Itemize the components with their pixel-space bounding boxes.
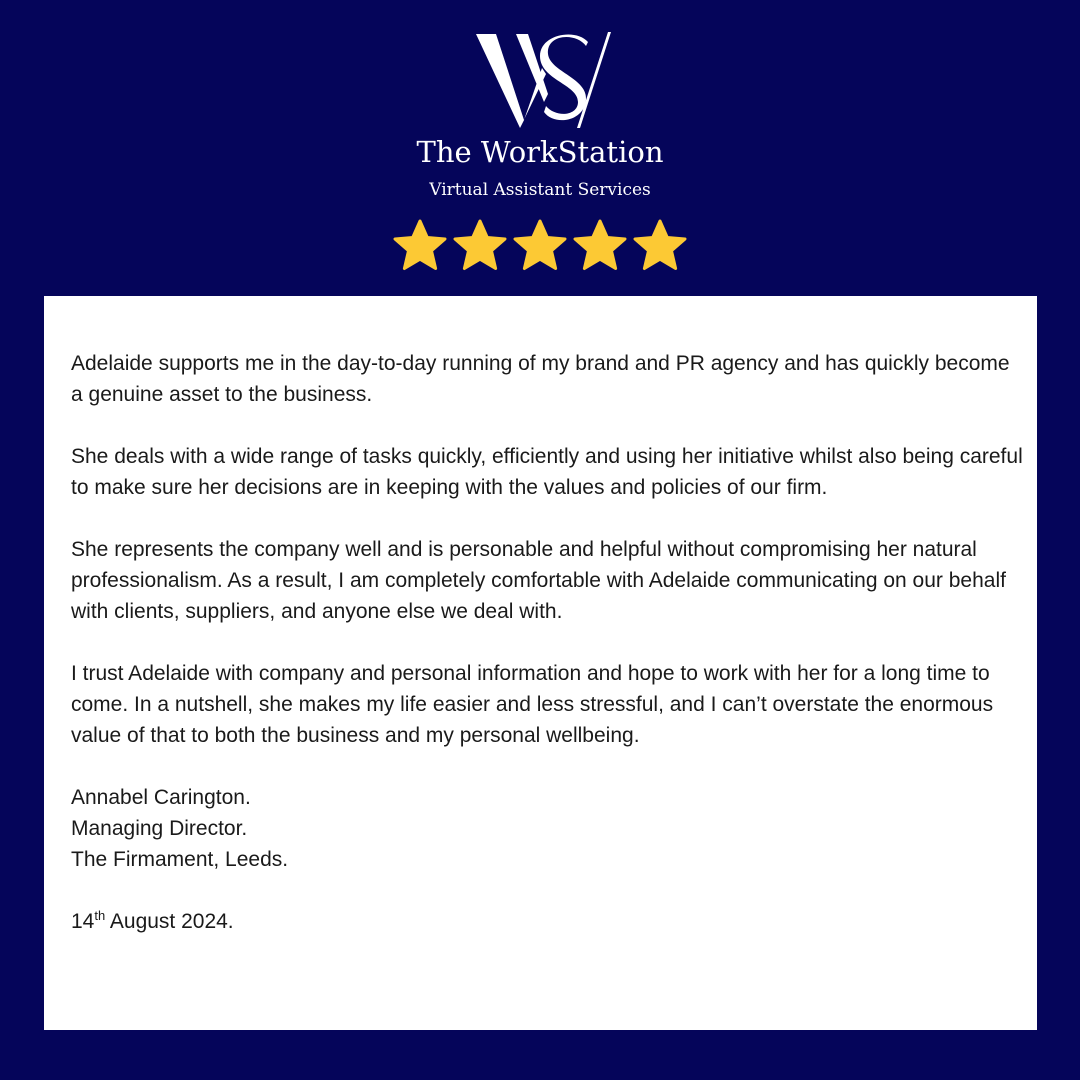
signature-block [71,782,1026,875]
signature-title: Managing Director. [71,817,248,840]
testimonial-date [71,906,1026,937]
ws-logo-icon [468,28,614,132]
date-suffix: th [94,908,106,923]
testimonial-paragraph: Adelaide supports me in the day-to-day running of my brand and PR agency and has quickly become a genuine asset to the business. [71,352,1010,406]
testimonial-card [44,296,1037,1030]
signature-company: The Firmament, Leeds. [71,848,289,871]
rating-stars [392,218,688,274]
testimonial-paragraph: She deals with a wide range of tasks quickly, efficiently and using her initiative whilst also being careful to make sure her decisions are in keeping with the values and policies of our firm. [71,445,1023,499]
date-day: 14 [71,910,95,933]
star-icon [452,218,508,274]
star-icon [512,218,568,274]
star-icon [392,218,448,274]
date-rest: August 2024. [105,910,234,933]
testimonial-text [71,348,1026,968]
star-icon [572,218,628,274]
testimonial-paragraph: She represents the company well and is personable and helpful without compromising her natural professionalism. As a result, I am completely comfortable with Adelaide communicating on our behalf with clients, suppliers, and anyone else we deal with. [71,538,1006,623]
brand-tagline: Virtual Assistant Services [429,180,651,200]
signature-name: Annabel Carington. [71,786,251,809]
star-icon [632,218,688,274]
testimonial-paragraph: I trust Adelaide with company and personal information and hope to work with her for a long time to come. In a nutshell, she makes my life easier and less stressful, and I can’t overstate the enormous value of that to both the business and my personal wellbeing. [71,662,994,747]
brand-name: The WorkStation [416,135,664,169]
